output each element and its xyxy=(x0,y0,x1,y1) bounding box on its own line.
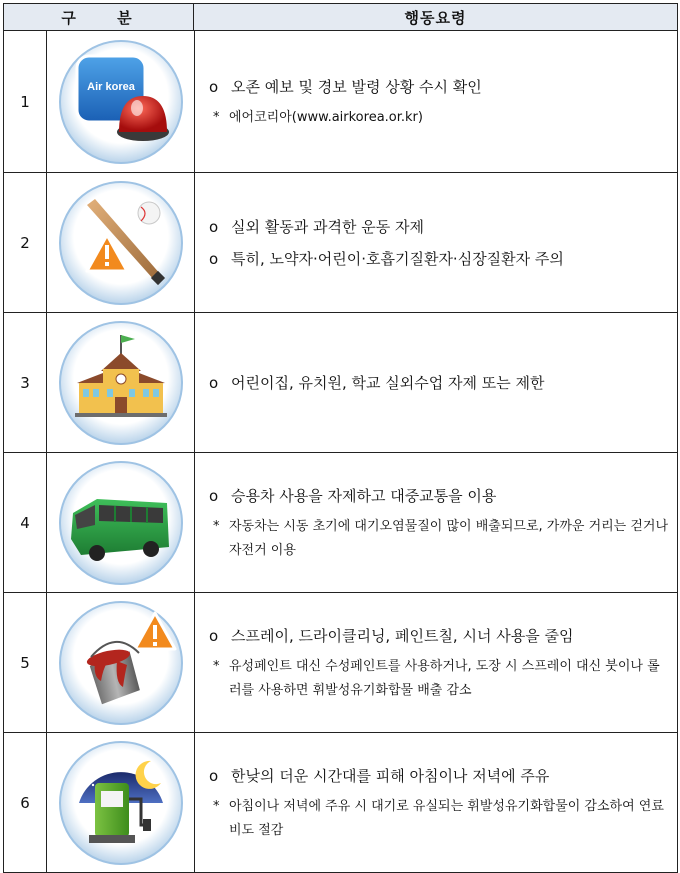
air-korea-siren-icon xyxy=(57,38,185,166)
paint-bucket-warning-icon xyxy=(57,599,185,727)
table-row xyxy=(4,31,677,173)
action-bullet: o 스프레이, 드라이클리닝, 페인트칠, 시너 사용을 줄임 xyxy=(209,626,574,645)
school-building-icon xyxy=(57,319,185,447)
action-bullet: o 승용차 사용을 자제하고 대중교통을 이용 xyxy=(209,486,497,505)
row-number: 5 xyxy=(4,593,47,732)
bus-icon xyxy=(57,459,185,587)
table-row xyxy=(4,733,677,872)
row-number: 2 xyxy=(4,173,47,312)
fuel-pump-moon-icon xyxy=(57,739,185,867)
row-number: 4 xyxy=(4,453,47,592)
action-note: * 에어코리아(www.airkorea.or.kr) xyxy=(213,109,423,125)
table-header xyxy=(4,4,677,31)
action-bullet: o 특히, 노약자·어린이·호흡기질환자·심장질환자 주의 xyxy=(209,249,564,268)
row-number: 6 xyxy=(4,733,47,872)
table-row xyxy=(4,173,677,313)
action-bullet: o 오존 예보 및 경보 발령 상황 수시 확인 xyxy=(209,77,482,96)
table-row xyxy=(4,313,677,453)
row-number: 3 xyxy=(4,313,47,452)
air-korea-logo-text: Air korea xyxy=(86,80,135,93)
header-category: 구 분 xyxy=(4,4,194,30)
action-note: * 아침이나 저녁에 주유 시 대기로 유실되는 휘발성유기화합물이 감소하여 연료비도 절감 xyxy=(213,798,664,838)
action-guide-table xyxy=(3,3,678,873)
header-action: 행동요령 xyxy=(404,8,467,27)
action-bullet: o 어린이집, 유치원, 학교 실외수업 자제 또는 제한 xyxy=(209,373,545,392)
action-note: * 자동차는 시동 초기에 대기오염물질이 많이 배출되므로, 가까운 거리는 걷거나 자전거 이용 xyxy=(213,518,669,558)
table-row xyxy=(4,593,677,733)
action-bullet: o 실외 활동과 과격한 운동 자제 xyxy=(209,217,424,236)
row-number: 1 xyxy=(4,31,47,172)
table-row xyxy=(4,453,677,593)
baseball-warning-icon xyxy=(57,179,185,307)
action-note: * 유성페인트 대신 수성페인트를 사용하거나, 도장 시 스프레이 대신 붓이나 롤러를 사용하면 휘발성유기화합물 배출 감소 xyxy=(213,658,660,698)
action-bullet: o 한낮의 더운 시간대를 피해 아침이나 저녁에 주유 xyxy=(209,766,550,785)
